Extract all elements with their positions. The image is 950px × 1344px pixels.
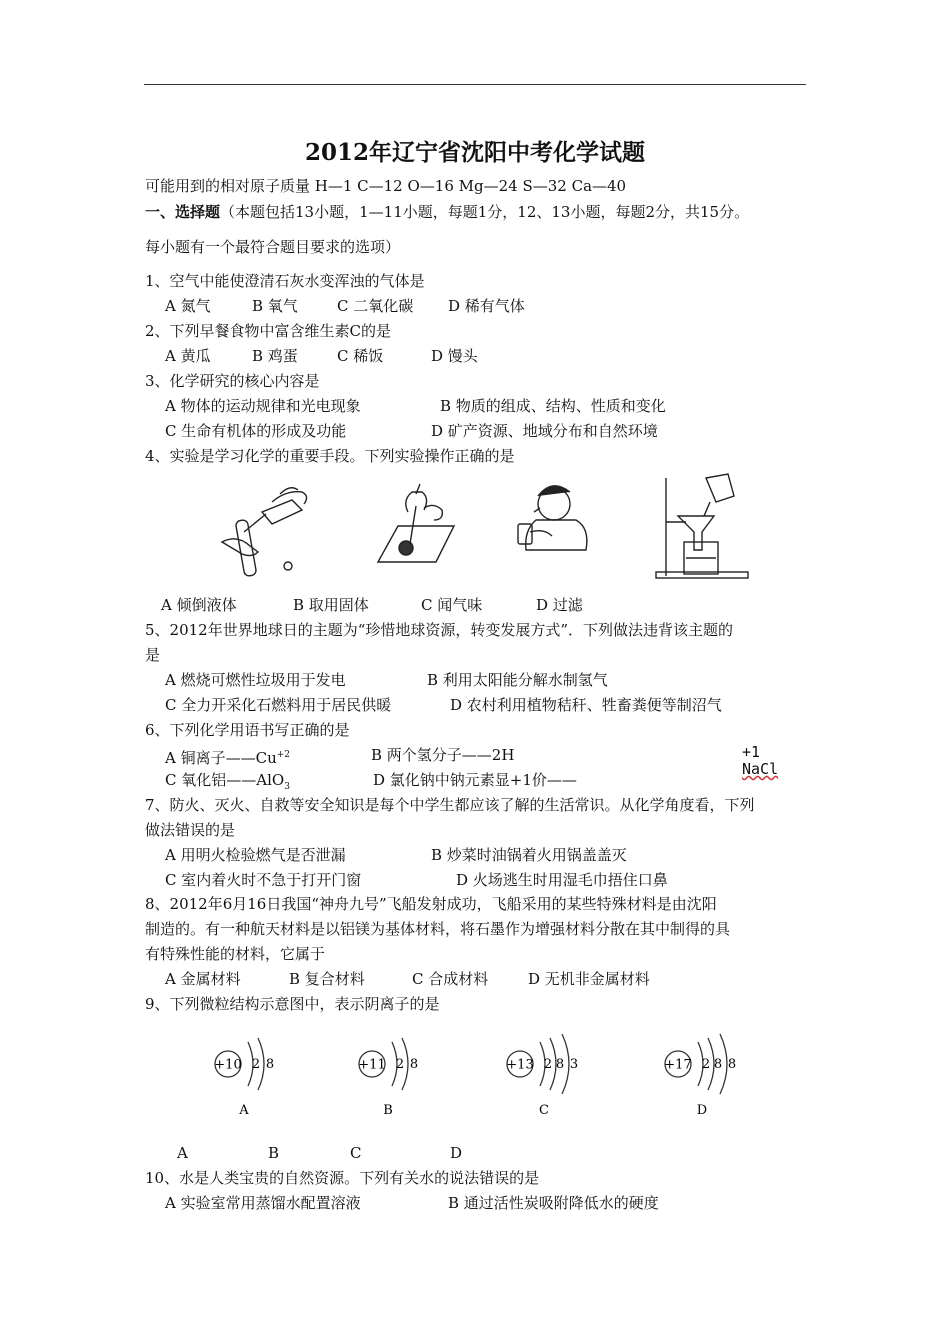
q8-option-a: A 金属材料 bbox=[165, 970, 241, 988]
q9-option-d: D bbox=[450, 1144, 463, 1162]
q6-option-a-charge: +2 bbox=[276, 750, 291, 760]
q6-valence: +1 bbox=[742, 743, 761, 761]
svg-text:A: A bbox=[239, 1103, 249, 1118]
svg-text:8: 8 bbox=[555, 1057, 565, 1072]
q4-option-c: C 闻气味 bbox=[421, 596, 483, 614]
svg-text:+11: +11 bbox=[358, 1057, 386, 1073]
q1-option-b: B 氧气 bbox=[252, 297, 298, 315]
q4-option-b: B 取用固体 bbox=[293, 596, 369, 614]
structure-diagram-d bbox=[664, 1034, 736, 1118]
svg-text:+13: +13 bbox=[506, 1057, 534, 1073]
q6-option-c bbox=[165, 771, 290, 796]
q3-option-b: B 物质的组成、结构、性质和变化 bbox=[440, 397, 666, 415]
svg-text:8: 8 bbox=[727, 1057, 737, 1072]
section-intro-text: （本题包括13小题，1—11小题，每题1分，12、13小题，每题2分，共15分。 bbox=[220, 203, 750, 221]
q7-stem: 7、防火、灭火、自救等安全知识是每个中学生都应该了解的生活常识。从化学角度看，下列 bbox=[145, 796, 755, 814]
q7-option-c: C 室内着火时不急于打开门窗 bbox=[165, 871, 362, 889]
q5-option-d: D 农村利用植物秸秆、牲畜粪便等制沼气 bbox=[450, 696, 722, 714]
header-rule bbox=[144, 84, 806, 85]
q1-option-d: D 稀有气体 bbox=[448, 297, 525, 315]
q6-option-a bbox=[165, 746, 290, 767]
q2-option-b: B 鸡蛋 bbox=[252, 347, 298, 365]
q2-option-c: C 稀饭 bbox=[337, 347, 384, 365]
structure-diagram-b bbox=[358, 1038, 418, 1118]
q8-stem-cont: 制造的。有一种航天材料是以铝镁为基体材料，将石墨作为增强材料分散在其中制得的具 bbox=[145, 920, 731, 938]
q3-option-d: D 矿产资源、地域分布和自然环境 bbox=[431, 422, 658, 440]
svg-text:D: D bbox=[696, 1103, 708, 1118]
svg-text:2: 2 bbox=[543, 1057, 553, 1072]
q9-option-b: B bbox=[268, 1144, 280, 1162]
q3-stem: 3、化学研究的核心内容是 bbox=[145, 372, 320, 390]
q4-stem: 4、实验是学习化学的重要手段。下列实验操作正确的是 bbox=[145, 447, 515, 465]
q3-option-a: A 物体的运动规律和光电现象 bbox=[165, 397, 361, 415]
q5-option-b: B 利用太阳能分解水制氢气 bbox=[427, 671, 608, 689]
q3-option-c: C 生命有机体的形成及功能 bbox=[165, 422, 347, 440]
q8-option-b: B 复合材料 bbox=[289, 970, 365, 988]
q7-option-d: D 火场逃生时用湿毛巾捂住口鼻 bbox=[456, 871, 668, 889]
q6-stem: 6、下列化学用语书写正确的是 bbox=[145, 721, 350, 739]
smell-figure bbox=[518, 486, 587, 550]
svg-text:2: 2 bbox=[395, 1057, 405, 1072]
q1-stem: 1、空气中能使澄清石灰水变浑浊的气体是 bbox=[145, 272, 425, 290]
q7-stem-cont: 做法错误的是 bbox=[145, 821, 236, 839]
q9-option-c: C bbox=[350, 1144, 362, 1162]
q10-option-b: B 通过活性炭吸附降低水的硬度 bbox=[448, 1194, 659, 1212]
q6-option-b: B 两个氢分子——2H bbox=[371, 746, 515, 764]
page-title: 2012年辽宁省沈阳中考化学试题 bbox=[304, 139, 645, 166]
take-solid-figure bbox=[378, 484, 454, 562]
svg-text:8: 8 bbox=[265, 1057, 275, 1072]
q8-option-c: C 合成材料 bbox=[412, 970, 489, 988]
q5-option-c: C 全力开采化石燃料用于居民供暖 bbox=[165, 696, 392, 714]
section-heading: 一、选择题 bbox=[145, 203, 221, 221]
q9-option-a: A bbox=[177, 1144, 188, 1162]
lab-operation-figures bbox=[212, 472, 760, 584]
q5-option-a: A 燃烧可燃性垃圾用于发电 bbox=[165, 671, 346, 689]
section-intro-2: 每小题有一个最符合题目要求的选项） bbox=[145, 238, 401, 256]
q5-stem: 5、2012年世界地球日的主题为“珍惜地球资源，转变发展方式”．下列做法违背该主题的 bbox=[145, 621, 734, 639]
q5-stem-cont: 是 bbox=[145, 646, 161, 664]
q6-nacl-formula: NaCl bbox=[742, 760, 779, 778]
svg-text:3: 3 bbox=[569, 1057, 579, 1072]
svg-text:2: 2 bbox=[701, 1057, 711, 1072]
svg-text:2: 2 bbox=[251, 1057, 261, 1072]
q8-stem-cont-2: 有特殊性能的材料，它属于 bbox=[145, 945, 326, 963]
q9-stem: 9、下列微粒结构示意图中，表示阴离子的是 bbox=[145, 995, 440, 1013]
q1-option-a: A 氮气 bbox=[165, 297, 211, 315]
atomic-structure-diagrams bbox=[200, 1022, 756, 1122]
filtration-figure bbox=[656, 474, 748, 578]
q2-stem: 2、下列早餐食物中富含维生素C的是 bbox=[145, 322, 392, 340]
q1-option-c: C 二氧化碳 bbox=[337, 297, 414, 315]
q4-option-a: A 倾倒液体 bbox=[161, 596, 237, 614]
q8-option-d: D 无机非金属材料 bbox=[528, 970, 650, 988]
q8-stem: 8、2012年6月16日我国“神舟九号”飞船发射成功，飞船采用的某些特殊材料是由沈阳 bbox=[145, 895, 717, 913]
svg-text:+17: +17 bbox=[664, 1057, 692, 1073]
q6-option-a-text: A 铜离子——Cu bbox=[165, 749, 277, 767]
q10-option-a: A 实验室常用蒸馏水配置溶液 bbox=[165, 1194, 361, 1212]
svg-text:8: 8 bbox=[409, 1057, 419, 1072]
svg-text:B: B bbox=[383, 1103, 393, 1118]
q10-stem: 10、水是人类宝贵的自然资源。下列有关水的说法错误的是 bbox=[145, 1169, 540, 1187]
q6-option-d: D 氯化钠中钠元素显+1价—— bbox=[373, 771, 577, 789]
svg-text:+10: +10 bbox=[214, 1057, 242, 1073]
q2-option-a: A 黄瓜 bbox=[165, 347, 211, 365]
atomic-masses: 可能用到的相对原子质量 H—1 C—12 O—16 Mg—24 S—32 Ca—40 bbox=[145, 177, 627, 195]
structure-diagram-c bbox=[506, 1034, 578, 1118]
q7-option-b: B 炒菜时油锅着火用锅盖盖灭 bbox=[431, 846, 627, 864]
q6-option-c-text: C 氧化铝——AlO bbox=[165, 771, 285, 789]
structure-diagram-a bbox=[214, 1038, 274, 1118]
q7-option-a: A 用明火检验燃气是否泄漏 bbox=[165, 846, 346, 864]
section-intro bbox=[145, 203, 749, 221]
pour-liquid-figure bbox=[222, 488, 307, 577]
svg-text:C: C bbox=[539, 1103, 549, 1118]
q4-option-d: D 过滤 bbox=[536, 596, 583, 614]
svg-text:8: 8 bbox=[713, 1057, 723, 1072]
q2-option-d: D 馒头 bbox=[431, 347, 478, 365]
q6-option-c-subscript: 3 bbox=[284, 782, 290, 792]
